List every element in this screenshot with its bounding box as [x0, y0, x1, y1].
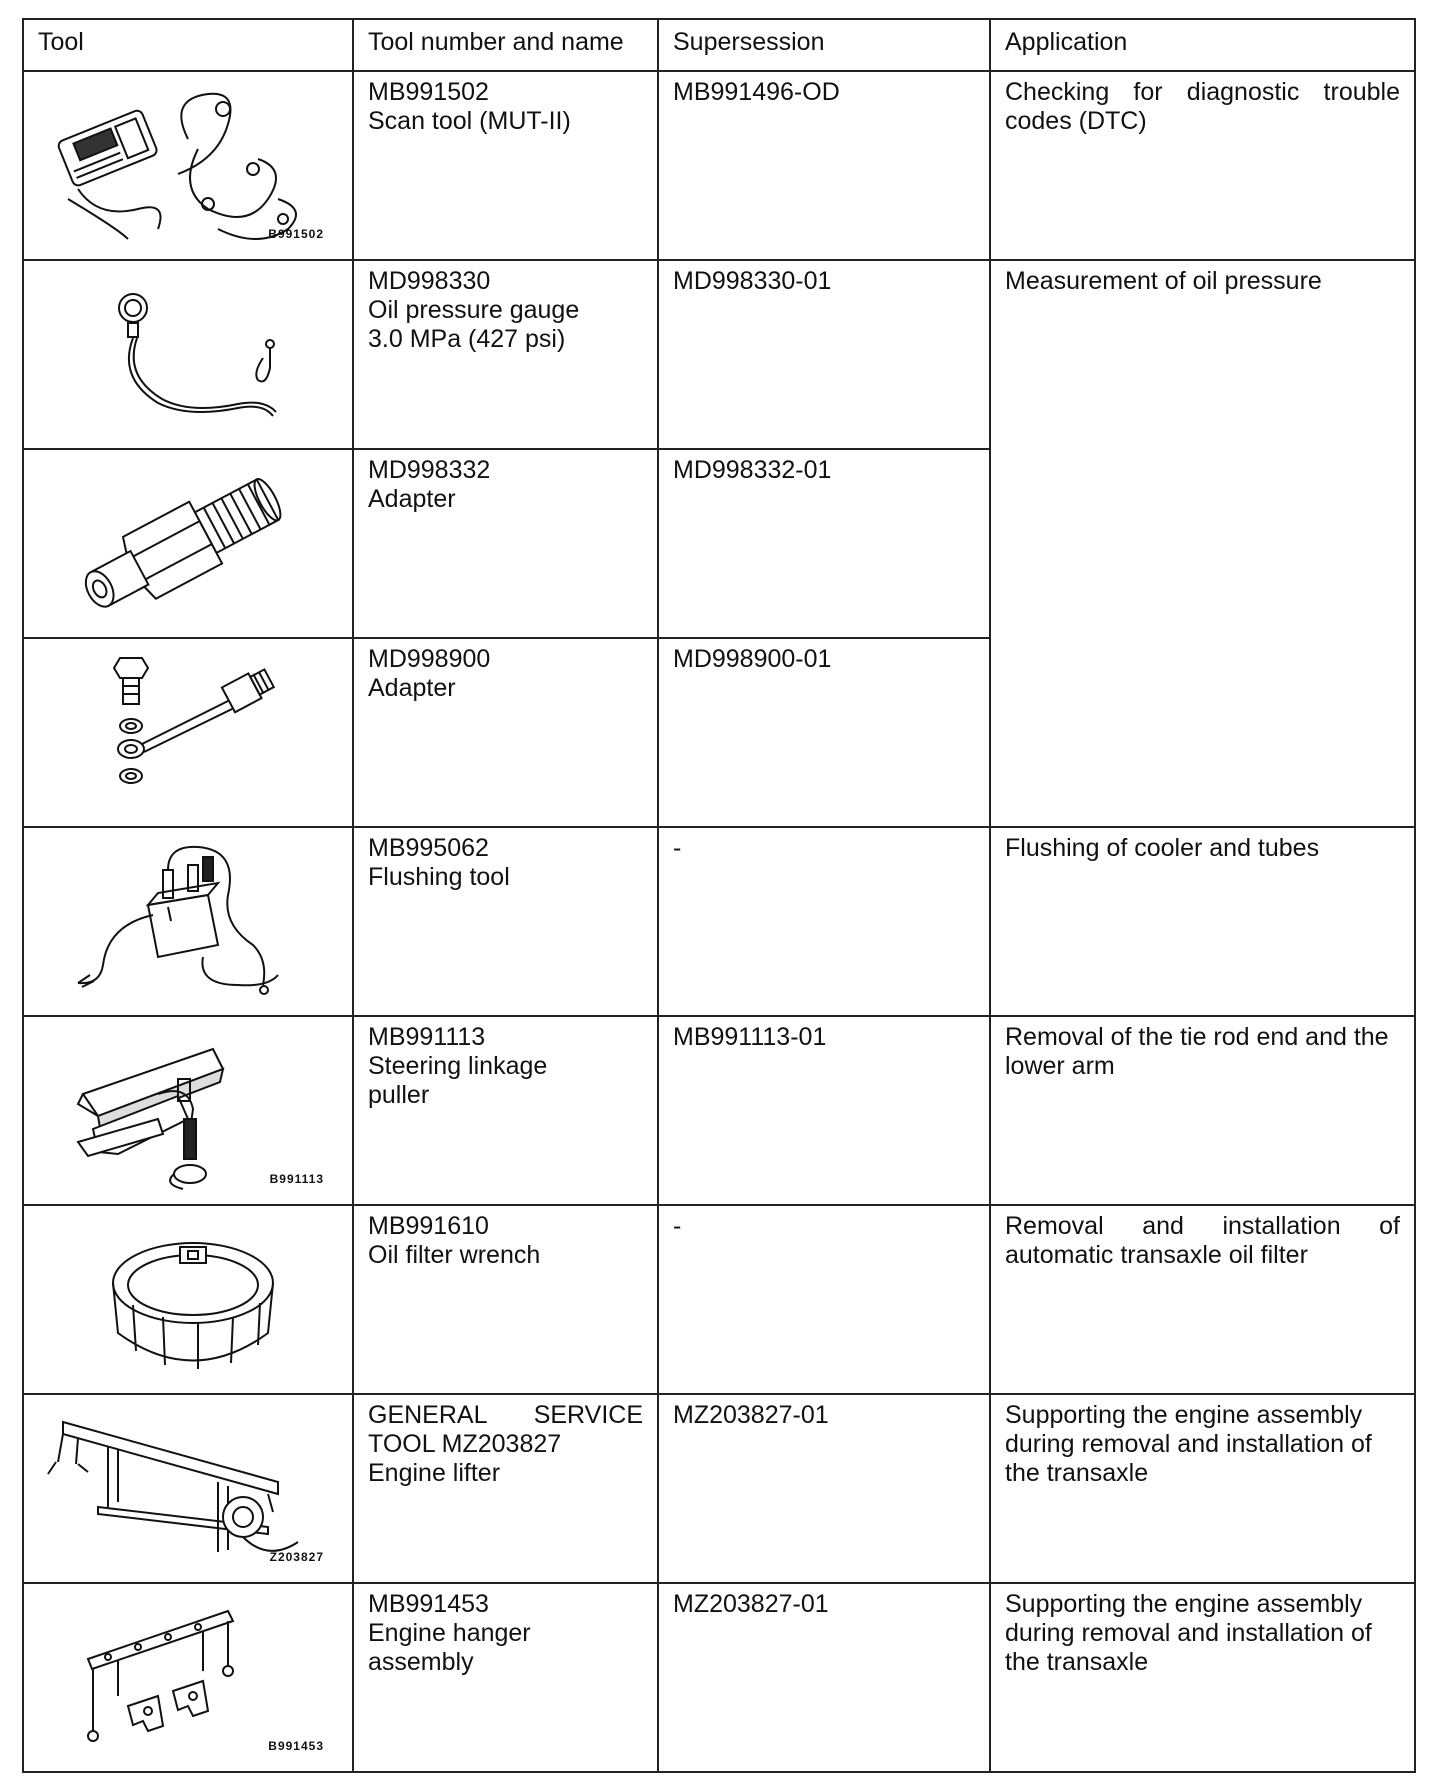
tool-number: MB991502 — [368, 78, 489, 106]
supersession-cell: MB991496-OD — [658, 71, 990, 260]
tool-number-name-cell — [353, 449, 658, 638]
tool-number-name-cell — [353, 638, 658, 827]
tool-image-cell — [23, 260, 353, 449]
oil-pressure-gauge-icon — [38, 267, 338, 439]
tool-name: Oil filter wrench — [368, 1241, 541, 1269]
tool-number-name-cell — [353, 1583, 658, 1772]
table-row — [23, 1205, 1415, 1394]
header-application: Application — [990, 19, 1415, 71]
header-tool: Tool — [23, 19, 353, 71]
table-row — [23, 71, 1415, 260]
tool-image-cell — [23, 1394, 353, 1583]
tool-number-name-cell — [353, 71, 658, 260]
tool-number: MB995062 — [368, 834, 489, 862]
application-cell: Removal of the tie rod end and the lower arm — [990, 1016, 1415, 1205]
tool-name: Oil pressure gauge — [368, 296, 580, 324]
application-cell — [990, 71, 1415, 260]
image-code: Z203827 — [269, 1550, 324, 1564]
supersession-cell: - — [658, 1205, 990, 1394]
tool-name: Flushing tool — [368, 863, 510, 891]
tool-image-cell — [23, 1583, 353, 1772]
tool-number: MB991610 — [368, 1212, 489, 1240]
tool-number-name-cell — [353, 260, 658, 449]
table-row — [23, 1394, 1415, 1583]
tool-name: Engine lifter — [368, 1459, 501, 1487]
flushing-tool-icon — [38, 834, 338, 1006]
supersession-cell: MD998332-01 — [658, 449, 990, 638]
oil-filter-wrench-icon — [38, 1212, 338, 1384]
application-text: Removal and installation of automatic transaxle oil filter — [1005, 1212, 1400, 1269]
tool-name: Scan tool (MUT-II) — [368, 107, 571, 135]
application-cell: Measurement of oil pressure — [990, 260, 1415, 827]
tool-number-name-cell — [353, 827, 658, 1016]
image-code: B991502 — [268, 227, 324, 241]
image-code: B991113 — [269, 1172, 324, 1186]
application-cell — [990, 1205, 1415, 1394]
supersession-cell: MB991113-01 — [658, 1016, 990, 1205]
tool-image-cell — [23, 449, 353, 638]
table-header-row — [23, 19, 1415, 71]
application-cell: Supporting the engine assembly during removal and installation of the transaxle — [990, 1394, 1415, 1583]
tool-image-cell — [23, 638, 353, 827]
tool-number: MB991113 — [368, 1023, 486, 1051]
supersession-cell: MD998900-01 — [658, 638, 990, 827]
tool-number: MB991453 — [368, 1590, 489, 1618]
application-cell: Flushing of cooler and tubes — [990, 827, 1415, 1016]
image-code: B991453 — [268, 1739, 324, 1753]
tool-image-cell — [23, 1205, 353, 1394]
adapter-icon — [38, 456, 338, 628]
tool-number: GENERAL SERVICE — [368, 1401, 643, 1429]
tool-number: MD998900 — [368, 645, 491, 673]
tool-image-cell — [23, 827, 353, 1016]
tool-number: MD998332 — [368, 456, 491, 484]
tool-image-cell — [23, 1016, 353, 1205]
application-text: Checking for diagnostic trouble codes (DTC) — [1005, 78, 1400, 135]
header-number-name: Tool number and name — [353, 19, 658, 71]
table-row — [23, 1583, 1415, 1772]
supersession-cell: MZ203827-01 — [658, 1583, 990, 1772]
adapter-bolt-icon — [38, 645, 338, 817]
tool-number-name-cell — [353, 1394, 658, 1583]
special-tools-table — [22, 18, 1416, 1773]
header-supersession: Supersession — [658, 19, 990, 71]
table-row — [23, 827, 1415, 1016]
tool-number-name-cell — [353, 1016, 658, 1205]
tool-number: MD998330 — [368, 267, 491, 295]
supersession-cell: MD998330-01 — [658, 260, 990, 449]
application-cell: Supporting the engine assembly during removal and installation of the transaxle — [990, 1583, 1415, 1772]
supersession-cell: - — [658, 827, 990, 1016]
table-row — [23, 1016, 1415, 1205]
tool-name: Adapter — [368, 485, 456, 513]
tool-name: Steering linkage puller — [368, 1052, 548, 1109]
tool-number-continued: TOOL MZ203827 — [368, 1430, 562, 1458]
table-row — [23, 260, 1415, 449]
supersession-cell: MZ203827-01 — [658, 1394, 990, 1583]
tool-name: Engine hanger assembly — [368, 1619, 531, 1676]
tool-number-name-cell — [353, 1205, 658, 1394]
tool-name-spec: 3.0 MPa (427 psi) — [368, 325, 566, 353]
tool-image-cell — [23, 71, 353, 260]
tool-name: Adapter — [368, 674, 456, 702]
